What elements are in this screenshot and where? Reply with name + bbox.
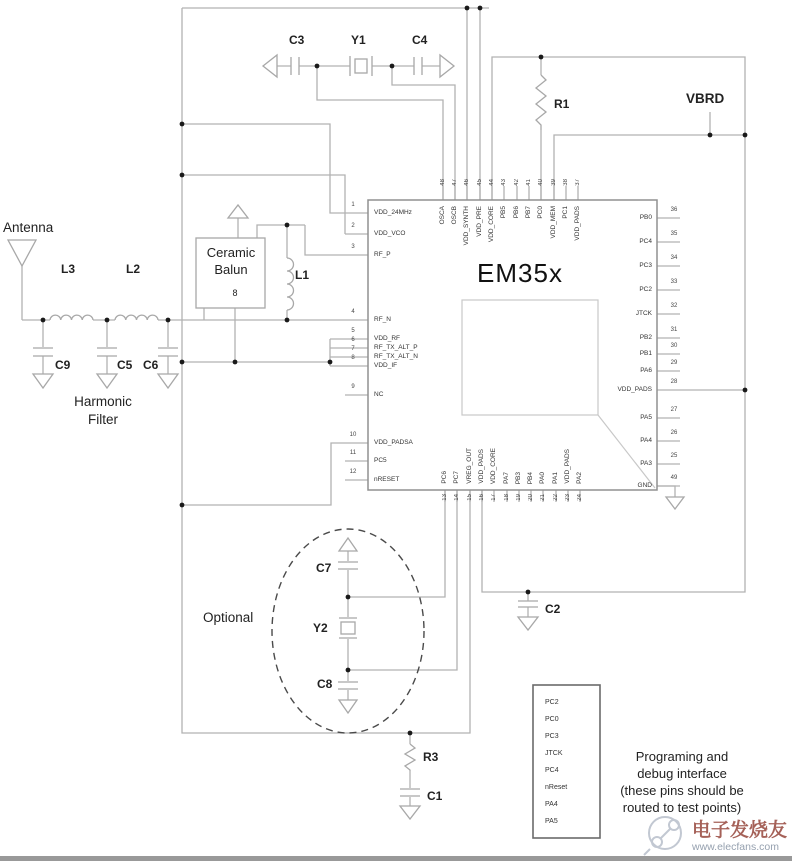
resistor-r3-icon [405, 744, 415, 771]
debug-pin-label: PC0 [545, 716, 559, 723]
chip-pin-number: 10 [349, 432, 357, 438]
c7-label: C7 [316, 561, 332, 575]
debug-header-box [533, 685, 600, 838]
chip-pin-label: GND [637, 482, 652, 489]
chip-pin-number: 2 [351, 223, 355, 229]
chip-pin-number: 34 [670, 255, 678, 261]
crystal-y2-icon [339, 618, 357, 638]
ground-icon [518, 617, 538, 630]
chip-pin-number: 42 [514, 179, 520, 186]
inductor-l3-icon [50, 315, 93, 320]
chip-pin-number: 33 [670, 279, 678, 285]
debug-pin-label: JTCK [545, 750, 563, 757]
chip-pin-label: PA2 [576, 472, 583, 484]
chip-pin-label: PB4 [527, 471, 534, 484]
chip-pin-label: PC0 [537, 206, 544, 219]
chip-pin-label: VDD_IF [374, 362, 398, 369]
watermark-brand: 电子发烧友 [692, 820, 788, 841]
c4-label: C4 [412, 33, 428, 47]
c6-label: C6 [143, 358, 159, 372]
chip-pin-label: PC1 [562, 206, 569, 219]
chip-pin-label: nRESET [374, 476, 400, 483]
chip-pin-number: 49 [670, 475, 678, 481]
chip-pin-number: 19 [516, 494, 522, 501]
chip-pin-label: PA5 [640, 414, 652, 421]
ground-icon [33, 374, 178, 388]
chip-pin-number: 3 [351, 244, 355, 250]
capacitor-c1-icon [400, 789, 420, 796]
chip-pin-label: JTCK [635, 310, 652, 317]
chip-pin-label: VDD_PADS [564, 449, 571, 484]
chip-pin-label: RF_P [374, 251, 391, 258]
optional-label: Optional [203, 610, 254, 625]
harmonic-filter-label-line1: Harmonic [74, 394, 132, 409]
y2-label: Y2 [313, 621, 328, 635]
chip-pin-number: 40 [538, 179, 544, 186]
chip-pin-label: PA1 [552, 472, 559, 484]
chip-pin-number: 26 [670, 430, 678, 436]
c9-label: C9 [55, 358, 71, 372]
chip-pin-label: PA4 [640, 437, 652, 444]
antenna-label: Antenna [3, 220, 54, 235]
chip-thermal-pad [462, 300, 598, 415]
bottom-edge-bar [0, 856, 792, 861]
chip-pin-number: 37 [575, 179, 581, 186]
chip-name: EM35x [477, 258, 563, 288]
r3-label: R3 [423, 750, 439, 764]
chip-pin-number: 29 [670, 360, 678, 366]
inductor-l2-icon [115, 315, 158, 320]
chip-pin-label: VDD_RF [374, 335, 401, 342]
chip-pin-number: 16 [479, 494, 485, 501]
chip-pin-label: PB6 [513, 206, 520, 219]
chip-pin-number: 21 [540, 494, 546, 501]
chip-pin-label: PA0 [539, 472, 546, 484]
chip-pin-number: 15 [467, 494, 473, 501]
capacitor-c3-icon [291, 57, 299, 75]
debug-pin-label: PC4 [545, 767, 559, 774]
chip-pin-label: PB1 [639, 350, 652, 357]
chip-pin-number: 14 [454, 494, 460, 501]
chip-pin-label: VDD_24MHz [374, 209, 412, 216]
chip-pin-label: VDD_CORE [490, 447, 497, 484]
debug-pin-label: PC3 [545, 733, 559, 740]
chip-pin-number: 38 [563, 179, 569, 186]
debug-pin-label: PA4 [545, 801, 558, 808]
chip-pin-label: RF_TX_ALT_N [374, 353, 418, 360]
chip-pin-label: PA6 [640, 367, 652, 374]
chip-pin-label: PC2 [639, 286, 652, 293]
chip-pin-number: 28 [670, 379, 678, 385]
chip-pin-label: OSCB [451, 206, 458, 225]
vbrd-label: VBRD [686, 91, 725, 106]
balun-label-line1: Ceramic [206, 245, 256, 260]
y1-label: Y1 [351, 33, 366, 47]
chip-pin-number: 32 [670, 303, 678, 309]
chip-pin-number: 13 [442, 494, 448, 501]
balun-label-line2: Balun [214, 262, 248, 277]
capacitor-c6-icon [158, 348, 178, 356]
capacitor-c2-icon [518, 601, 538, 607]
chip-pin-label: RF_N [374, 316, 391, 323]
c2-label: C2 [545, 602, 561, 616]
chip-pin-label: PB0 [639, 214, 652, 221]
chip-pin-number: 31 [670, 327, 678, 333]
chip-pin-number: 1 [351, 202, 355, 208]
chip-pin-label: PC7 [453, 471, 460, 484]
chip-pin-number: 18 [504, 494, 510, 501]
antenna-icon [8, 240, 36, 266]
chip-pin-number: 24 [577, 494, 583, 501]
capacitor-c7-icon [338, 562, 358, 569]
chip-pin-number: 45 [477, 179, 483, 186]
ground-icon [339, 700, 357, 713]
chip-pin-number: 35 [670, 231, 678, 237]
chip-pin-label: OSCA [439, 206, 446, 225]
chip-pin-label: VDD_PADSA [374, 439, 413, 446]
pad-diagonal [598, 415, 655, 488]
capacitor-c5-icon [97, 348, 117, 356]
capacitor-c8-icon [338, 682, 358, 689]
chip-pin-number: 8 [351, 355, 355, 361]
chip-pin-number: 6 [351, 337, 355, 343]
chip-pin-number: 30 [670, 343, 678, 349]
power-triangle-icon [339, 538, 357, 551]
chip-pin-label: NC [374, 391, 384, 398]
r1-label: R1 [554, 97, 570, 111]
chip-pin-number: 5 [351, 328, 355, 334]
chip-pin-label: VDD_PADS [617, 386, 652, 393]
chip-pin-label: PA7 [503, 472, 510, 484]
c8-label: C8 [317, 677, 333, 691]
chip-pin-label: PB5 [500, 206, 507, 219]
chip-pin-label: VDD_VCO [374, 230, 406, 237]
crystal-y1-icon [350, 56, 372, 76]
c3-label: C3 [289, 33, 305, 47]
chip-pin-number: 44 [489, 179, 495, 186]
chip-pin-label: VDD_PADS [574, 206, 581, 241]
chip-pin-label: PC5 [374, 457, 387, 464]
chip-pin-label: PC3 [639, 262, 652, 269]
chip-pin-label: PC6 [441, 471, 448, 484]
debug-caption-line3: (these pins should be [620, 783, 744, 798]
chip-pin-label: VDD_CORE [488, 206, 495, 243]
debug-pin-label: nReset [545, 784, 568, 791]
watermark-url: www.elecfans.com [692, 841, 779, 853]
chip-pin-number: 9 [351, 384, 355, 390]
chip-pin-label: VDD_PADS [478, 449, 485, 484]
debug-pin-label: PC2 [545, 699, 559, 706]
debug-caption-line1: Programing and [635, 749, 729, 764]
chip-pin-number: 22 [553, 494, 559, 501]
chip-pin-number: 23 [565, 494, 571, 501]
chip-pin-number: 27 [670, 407, 678, 413]
debug-pin-label: PA5 [545, 818, 558, 825]
chip-pin-label: PB2 [639, 334, 652, 341]
chip-pin-number: 4 [351, 309, 355, 315]
chip-pin-label: VDD_PRE [476, 206, 483, 237]
c5-label: C5 [117, 358, 133, 372]
chip-pin-number: 47 [452, 179, 458, 186]
chip-pin-number: 20 [528, 494, 534, 501]
chip-pin-label: PB7 [525, 206, 532, 219]
chip-pin-label: PC4 [639, 238, 652, 245]
chip-pin-number: 41 [526, 179, 532, 186]
capacitor-c9-icon [33, 348, 53, 356]
power-triangle-icon [228, 205, 248, 218]
chip-pin-number: 12 [349, 469, 357, 475]
inductor-l1-icon [287, 258, 294, 310]
chip-pin-number: 17 [491, 494, 497, 501]
debug-caption-line4: routed to test points) [622, 800, 742, 815]
chip-pin-label: PA3 [640, 460, 652, 467]
l1-label: L1 [295, 268, 310, 282]
chip-pin-label: VDD_MEM [550, 206, 557, 239]
l3-label: L3 [61, 262, 76, 276]
chip-pin-number: 46 [464, 179, 470, 186]
chip-pin-label: PB3 [515, 471, 522, 484]
resistor-r1-icon [536, 75, 546, 130]
c1-label: C1 [427, 789, 443, 803]
chip-pin-label: RF_TX_ALT_P [374, 344, 418, 351]
elecfans-logo [644, 817, 681, 855]
chip-pin-number: 39 [551, 179, 557, 186]
debug-caption-line2: debug interface [637, 766, 727, 781]
balun-pin-label: 8 [232, 288, 238, 298]
chip-pin-number: 7 [351, 346, 355, 352]
chip-pin-label: VDD_SYNTH [463, 206, 470, 246]
chip-pin-number: 11 [349, 450, 357, 456]
harmonic-filter-label-line2: Filter [88, 412, 118, 427]
chip-pin-number: 48 [440, 179, 446, 186]
chip-pin-number: 25 [670, 453, 678, 459]
chip-pin-number: 36 [670, 207, 678, 213]
l2-label: L2 [126, 262, 141, 276]
chip-pin-label: VREG_OUT [466, 448, 473, 484]
capacitor-c4-icon [414, 57, 422, 75]
chip-pin-number: 43 [501, 179, 507, 186]
